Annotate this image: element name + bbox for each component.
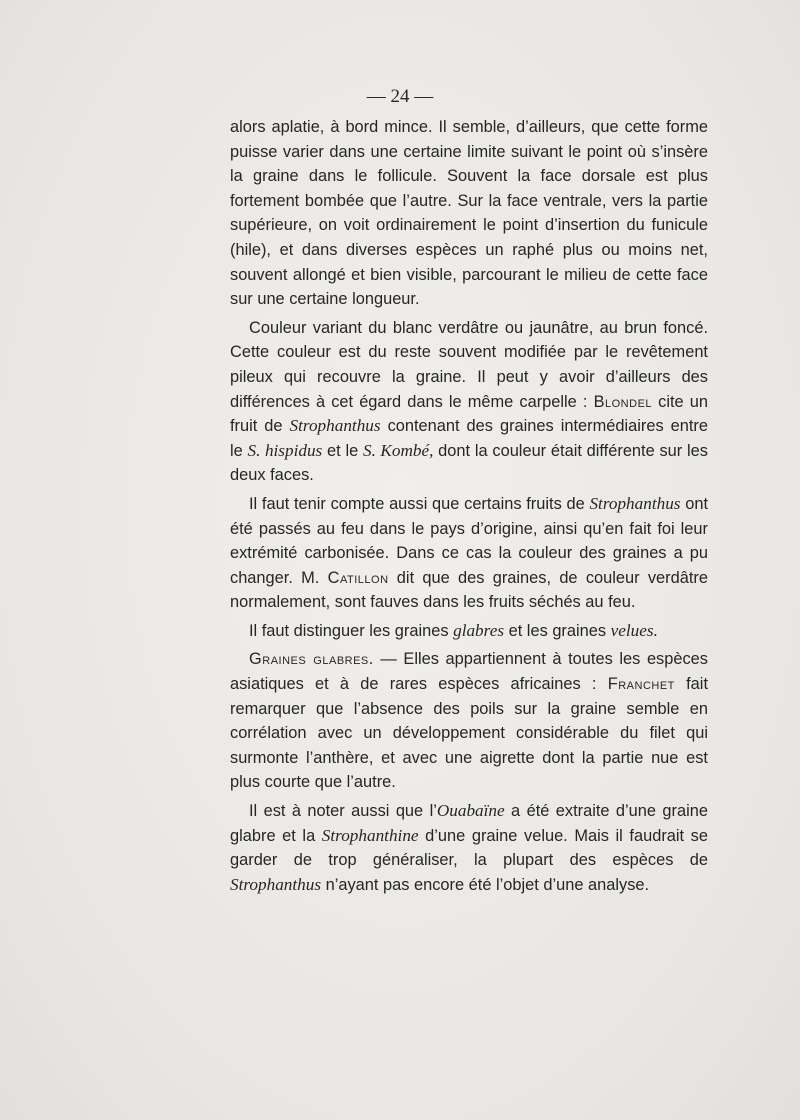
text-run: dit que des graines, de couleur verdâtre normalement, sont fauves dans les fruits séchés au feu.	[230, 568, 708, 612]
genus-name: Strophanthus	[589, 493, 681, 513]
text-run: — Elles appartiennent à toutes les espèces asiatiques et à de rares espèces africaines :	[230, 650, 708, 694]
text-run: Il faut distinguer les graines	[249, 621, 454, 640]
paragraph-glabrous-seeds	[230, 647, 708, 795]
text-run: Il faut tenir compte aussi que certains fruits de	[249, 494, 590, 513]
text-run: Couleur variant du blanc verdâtre ou jaunâtre, au brun foncé. Cette couleur est du reste souvent modifiée par le revêtement pileux qui recouvre la graine. Il peut y avoir d’ailleurs des différences à cet égard dans le même carpelle :	[230, 318, 708, 411]
species-kombe: S. Kombé,	[363, 440, 434, 460]
text-run: fait remarquer que l’absence des poils sur la graine semble en corrélation avec un développement considérable du filet qui surmonte l’anthère, et avec une aigrette dont la partie nue est plus courte que l’autre.	[230, 675, 708, 792]
section-heading: Graines glabres.	[249, 650, 374, 669]
term-velues: velues.	[610, 620, 658, 640]
species-hispidus: S. hispidus	[247, 440, 323, 460]
paragraph-distinguish	[230, 619, 708, 644]
text-run: a été extraite d’une graine glabre et la	[230, 802, 708, 845]
paragraph-seed-color	[230, 316, 708, 488]
paragraph-ouabaine	[230, 799, 708, 897]
paragraph-seed-shape: alors aplatie, à bord mince. Il semble, d’ailleurs, que cette forme puisse varier dans une certaine limite suivant le point où s’insère la graine dans le follicule. Souvent la face dorsale est plus fortement bombée que l’autre. Sur la face ventrale, vers la partie supérieure, on voit ordinairement le point d’insertion du funicule (hile), et dans diverses espèces un raphé plus ou moins net, souvent allongé et bien visible, parcourant le milieu de cette face sur une certaine longueur.	[230, 118, 708, 309]
text-run: Il est à noter aussi que l’	[249, 802, 437, 821]
page-number: — 24 —	[366, 86, 434, 107]
author-blondel: Blondel	[593, 392, 653, 411]
genus-name: Strophanthus	[230, 874, 322, 894]
text-run: et les graines	[504, 621, 611, 640]
text-run: contenant des graines intermédiaires entre le	[230, 417, 708, 460]
body-text	[230, 115, 708, 901]
genus-name: Strophanthus	[289, 416, 381, 436]
text-run: ont été passés au feu dans le pays d’origine, ainsi qu’en fait foi leur extrémité carbonisée. Dans ce cas la couleur des graines a pu changer. M.	[230, 494, 709, 587]
author-catillon: Catillon	[327, 568, 389, 587]
text-run: et le	[322, 441, 363, 460]
text-run: d’une graine velue. Mais il faudrait se garder de trop généraliser, la plupart des espèces de	[230, 826, 708, 870]
text-run: n’ayant pas encore été l’objet d’une analyse.	[321, 875, 650, 894]
term-glabres: glabres	[453, 620, 505, 640]
term-ouabaine: Ouabaïne	[436, 801, 505, 821]
author-franchet: Franchet	[607, 675, 675, 694]
term-strophanthine: Strophanthine	[321, 825, 419, 845]
paragraph-burned-fruits	[230, 492, 708, 615]
text-run: dont la couleur était différente sur les deux faces.	[230, 441, 708, 485]
text-run: cite un fruit de	[230, 392, 708, 436]
